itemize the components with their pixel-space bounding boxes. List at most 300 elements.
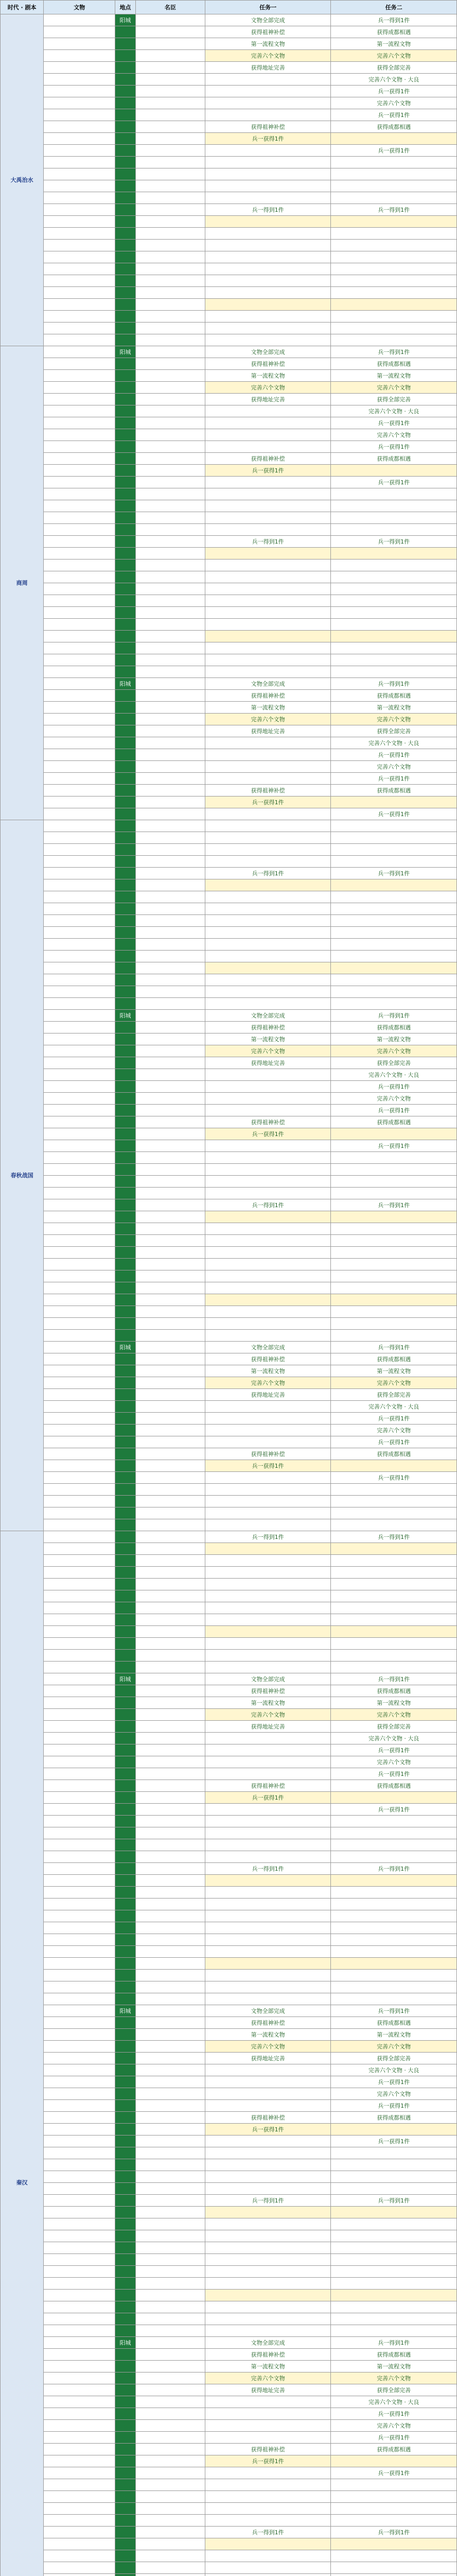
task2-cell xyxy=(331,1626,457,1638)
task2-cell xyxy=(331,1614,457,1626)
task2-cell: 获得成都相遇 xyxy=(331,1353,457,1365)
location-cell xyxy=(115,1863,136,1875)
location-cell xyxy=(115,1105,136,1116)
location-cell xyxy=(115,773,136,785)
item-cell xyxy=(44,1116,115,1128)
task1-cell xyxy=(205,1970,331,1981)
location-cell xyxy=(115,1899,136,1910)
item-cell xyxy=(44,2017,115,2029)
location-cell xyxy=(115,1401,136,1413)
table-row xyxy=(1,856,457,868)
location-cell xyxy=(115,1033,136,1045)
task2-cell xyxy=(331,2550,457,2562)
task1-cell xyxy=(205,1318,331,1330)
minister-cell xyxy=(135,773,205,785)
minister-cell xyxy=(135,275,205,287)
task2-cell: 获得全部完善 xyxy=(331,1721,457,1733)
location-cell xyxy=(115,334,136,346)
table-row xyxy=(1,1804,457,1816)
location-cell xyxy=(115,939,136,951)
task1-cell xyxy=(205,856,331,868)
location-cell xyxy=(115,121,136,133)
task2-cell xyxy=(331,2218,457,2230)
table-row xyxy=(1,2112,457,2124)
task2-cell: 获得成都相遇 xyxy=(331,26,457,38)
minister-cell xyxy=(135,619,205,631)
location-cell xyxy=(115,1496,136,1507)
location-cell xyxy=(115,642,136,654)
table-row xyxy=(1,868,457,879)
minister-cell xyxy=(135,2207,205,2218)
location-cell xyxy=(115,1768,136,1780)
task2-cell: 完善六个文物 xyxy=(331,2041,457,2053)
table-row xyxy=(1,1294,457,1306)
location-cell xyxy=(115,2408,136,2420)
location-cell xyxy=(115,2183,136,2195)
location-cell: 阳城 xyxy=(115,1342,136,1353)
table-row xyxy=(1,1460,457,1472)
table-row xyxy=(1,1484,457,1496)
table-row xyxy=(1,299,457,311)
task2-cell xyxy=(331,2313,457,2325)
table-row xyxy=(1,2444,457,2455)
item-cell xyxy=(44,939,115,951)
location-cell xyxy=(115,856,136,868)
location-cell xyxy=(115,690,136,702)
task2-cell: 兵一得到1件 xyxy=(331,1199,457,1211)
task2-cell: 兵一获得1件 xyxy=(331,808,457,820)
minister-cell xyxy=(135,417,205,429)
table-row xyxy=(1,2290,457,2301)
task1-cell xyxy=(205,1768,331,1780)
task1-cell xyxy=(205,1981,331,1993)
table-row xyxy=(1,2207,457,2218)
table-row xyxy=(1,1472,457,1484)
table-row xyxy=(1,560,457,571)
task1-cell xyxy=(205,2064,331,2076)
minister-cell xyxy=(135,1946,205,1958)
minister-cell xyxy=(135,939,205,951)
item-cell xyxy=(44,844,115,856)
item-cell xyxy=(44,1081,115,1093)
task2-cell: 兵一得到1件 xyxy=(331,14,457,26)
location-cell xyxy=(115,2349,136,2361)
task1-cell xyxy=(205,1413,331,1425)
task1-cell xyxy=(205,1756,331,1768)
table-row xyxy=(1,595,457,607)
task2-cell xyxy=(331,1934,457,1946)
minister-cell xyxy=(135,607,205,619)
minister-cell xyxy=(135,251,205,263)
location-cell xyxy=(115,1022,136,1033)
table-row xyxy=(1,761,457,773)
minister-cell xyxy=(135,1045,205,1057)
table-body xyxy=(1,14,457,2576)
era-cell: 秦汉 xyxy=(1,1531,44,2576)
minister-cell xyxy=(135,1567,205,1579)
item-cell xyxy=(44,97,115,109)
task1-cell xyxy=(205,1436,331,1448)
item-cell xyxy=(44,1531,115,1543)
location-cell xyxy=(115,192,136,204)
location-cell xyxy=(115,702,136,714)
item-cell xyxy=(44,1744,115,1756)
task1-cell xyxy=(205,2301,331,2313)
location-cell xyxy=(115,26,136,38)
table-row xyxy=(1,228,457,240)
minister-cell xyxy=(135,524,205,536)
task2-cell: 获得全部完善 xyxy=(331,1389,457,1401)
task2-cell: 获得成都相遇 xyxy=(331,121,457,133)
minister-cell xyxy=(135,121,205,133)
location-cell xyxy=(115,204,136,216)
minister-cell xyxy=(135,2432,205,2444)
task2-cell xyxy=(331,2538,457,2550)
location-cell xyxy=(115,311,136,323)
minister-cell xyxy=(135,1887,205,1899)
minister-cell xyxy=(135,1839,205,1851)
location-cell xyxy=(115,2515,136,2527)
item-cell xyxy=(44,180,115,192)
table-row xyxy=(1,1614,457,1626)
table-row xyxy=(1,1022,457,1033)
minister-cell xyxy=(135,2100,205,2112)
task2-cell xyxy=(331,2242,457,2254)
task1-cell xyxy=(205,2207,331,2218)
table-row xyxy=(1,97,457,109)
task1-cell xyxy=(205,2242,331,2254)
task2-cell xyxy=(331,1946,457,1958)
location-cell xyxy=(115,951,136,962)
task1-cell xyxy=(205,1496,331,1507)
table-row xyxy=(1,1721,457,1733)
location-cell xyxy=(115,2041,136,2053)
minister-cell xyxy=(135,1519,205,1531)
minister-cell xyxy=(135,1875,205,1887)
table-row xyxy=(1,2349,457,2361)
location-cell xyxy=(115,1958,136,1970)
minister-cell xyxy=(135,1365,205,1377)
location-cell xyxy=(115,441,136,453)
minister-cell xyxy=(135,808,205,820)
item-cell xyxy=(44,1010,115,1022)
location-cell xyxy=(115,323,136,334)
location-cell xyxy=(115,1199,136,1211)
minister-cell xyxy=(135,2349,205,2361)
location-cell xyxy=(115,737,136,749)
task2-cell: 兵一获得1件 xyxy=(331,2467,457,2479)
task1-cell: 获得祖神补偿 xyxy=(205,1685,331,1697)
item-cell xyxy=(44,2337,115,2349)
task2-cell xyxy=(331,939,457,951)
task2-cell xyxy=(331,287,457,299)
location-cell xyxy=(115,1780,136,1792)
table-row xyxy=(1,631,457,642)
location-cell xyxy=(115,915,136,927)
task1-cell: 文物全部完成 xyxy=(205,2005,331,2017)
task2-cell xyxy=(331,1235,457,1247)
location-cell xyxy=(115,1875,136,1887)
table-row xyxy=(1,1436,457,1448)
task1-cell xyxy=(205,2408,331,2420)
task2-cell: 完善六个文物 · 大良 xyxy=(331,405,457,417)
table-row xyxy=(1,311,457,323)
task2-cell: 第一流程文物 xyxy=(331,1365,457,1377)
task1-cell xyxy=(205,524,331,536)
task2-cell xyxy=(331,2207,457,2218)
task1-cell xyxy=(205,974,331,986)
task2-cell xyxy=(331,1993,457,2005)
minister-cell xyxy=(135,394,205,405)
item-cell xyxy=(44,2183,115,2195)
table-row xyxy=(1,2029,457,2041)
minister-cell xyxy=(135,512,205,524)
minister-cell xyxy=(135,488,205,500)
task2-cell xyxy=(331,1330,457,1342)
task1-cell: 完善六个文物 xyxy=(205,2372,331,2384)
table-row xyxy=(1,1081,457,1093)
minister-cell xyxy=(135,951,205,962)
task1-cell xyxy=(205,1282,331,1294)
item-cell xyxy=(44,1152,115,1164)
location-cell xyxy=(115,571,136,583)
table-row xyxy=(1,2218,457,2230)
task2-cell xyxy=(331,927,457,939)
task1-cell xyxy=(205,74,331,86)
item-cell xyxy=(44,1804,115,1816)
table-row xyxy=(1,737,457,749)
table-row xyxy=(1,536,457,548)
task1-cell: 获得地址完善 xyxy=(205,1721,331,1733)
task1-cell: 文物全部完成 xyxy=(205,1010,331,1022)
location-cell xyxy=(115,216,136,228)
item-cell xyxy=(44,583,115,595)
location-cell xyxy=(115,2290,136,2301)
minister-cell xyxy=(135,2420,205,2432)
task1-cell: 兵一得到1件 xyxy=(205,2195,331,2207)
table-row xyxy=(1,974,457,986)
minister-cell xyxy=(135,974,205,986)
task2-cell xyxy=(331,796,457,808)
table-row xyxy=(1,204,457,216)
task1-cell: 获得祖神补偿 xyxy=(205,453,331,465)
location-cell xyxy=(115,524,136,536)
item-cell xyxy=(44,382,115,394)
item-cell xyxy=(44,334,115,346)
task2-cell: 完善六个文物 · 大良 xyxy=(331,1069,457,1081)
location-cell xyxy=(115,1579,136,1590)
task1-cell xyxy=(205,1401,331,1413)
item-cell xyxy=(44,1721,115,1733)
location-cell xyxy=(115,2527,136,2538)
table-row xyxy=(1,820,457,832)
item-cell xyxy=(44,251,115,263)
location-cell xyxy=(115,1318,136,1330)
minister-cell xyxy=(135,986,205,998)
table-row xyxy=(1,240,457,251)
task2-cell xyxy=(331,2290,457,2301)
item-cell xyxy=(44,1934,115,1946)
item-cell xyxy=(44,2503,115,2515)
task1-cell xyxy=(205,405,331,417)
task2-cell: 完善六个文物 xyxy=(331,429,457,441)
location-cell: 阳城 xyxy=(115,2337,136,2349)
location-cell xyxy=(115,2017,136,2029)
task1-cell: 获得祖神补偿 xyxy=(205,690,331,702)
minister-cell xyxy=(135,1259,205,1270)
task2-cell xyxy=(331,275,457,287)
minister-cell xyxy=(135,2325,205,2337)
location-cell xyxy=(115,2313,136,2325)
location-cell xyxy=(115,761,136,773)
item-cell xyxy=(44,441,115,453)
task1-cell: 获得祖神补偿 xyxy=(205,1353,331,1365)
minister-cell xyxy=(135,168,205,180)
task2-cell: 兵一获得1件 xyxy=(331,145,457,157)
table-row xyxy=(1,2195,457,2207)
minister-cell xyxy=(135,1756,205,1768)
item-cell xyxy=(44,216,115,228)
task1-cell xyxy=(205,2290,331,2301)
minister-cell xyxy=(135,2290,205,2301)
location-cell xyxy=(115,1507,136,1519)
item-cell xyxy=(44,785,115,796)
task1-cell: 完善六个文物 xyxy=(205,2041,331,2053)
task1-cell xyxy=(205,1958,331,1970)
minister-cell xyxy=(135,323,205,334)
table-row xyxy=(1,1744,457,1756)
task2-cell: 兵一得到1件 xyxy=(331,1863,457,1875)
task2-cell xyxy=(331,1922,457,1934)
task1-cell xyxy=(205,2147,331,2159)
item-cell xyxy=(44,927,115,939)
location-cell xyxy=(115,2242,136,2254)
minister-cell xyxy=(135,2538,205,2550)
table-row xyxy=(1,216,457,228)
task1-cell: 获得地址完善 xyxy=(205,725,331,737)
item-cell xyxy=(44,2266,115,2278)
table-row xyxy=(1,488,457,500)
item-cell xyxy=(44,1709,115,1721)
location-cell xyxy=(115,1887,136,1899)
table-row xyxy=(1,903,457,915)
location-cell xyxy=(115,2491,136,2503)
item-cell xyxy=(44,856,115,868)
task1-cell xyxy=(205,216,331,228)
minister-cell xyxy=(135,2562,205,2574)
location-cell xyxy=(115,1413,136,1425)
location-cell xyxy=(115,1970,136,1981)
task1-cell: 获得祖神补偿 xyxy=(205,1022,331,1033)
task1-cell: 获得祖神补偿 xyxy=(205,2444,331,2455)
task1-cell xyxy=(205,773,331,785)
minister-cell xyxy=(135,1353,205,1365)
task2-cell xyxy=(331,465,457,477)
task1-cell: 文物全部完成 xyxy=(205,1673,331,1685)
location-cell xyxy=(115,2325,136,2337)
table-row xyxy=(1,1827,457,1839)
item-cell xyxy=(44,1981,115,1993)
table-row xyxy=(1,50,457,62)
table-row xyxy=(1,2337,457,2349)
task2-cell xyxy=(331,228,457,240)
item-cell xyxy=(44,1342,115,1353)
table-row xyxy=(1,891,457,903)
location-cell xyxy=(115,1531,136,1543)
location-cell xyxy=(115,2503,136,2515)
item-cell xyxy=(44,714,115,725)
table-row xyxy=(1,832,457,844)
table-row xyxy=(1,1887,457,1899)
task1-cell: 获得祖神补偿 xyxy=(205,26,331,38)
minister-cell xyxy=(135,1069,205,1081)
task2-cell xyxy=(331,323,457,334)
task2-cell xyxy=(331,1270,457,1282)
minister-cell xyxy=(135,62,205,74)
table-row xyxy=(1,1425,457,1436)
table-row xyxy=(1,1768,457,1780)
task1-cell xyxy=(205,1804,331,1816)
task2-cell: 兵一获得1件 xyxy=(331,1472,457,1484)
table-row xyxy=(1,2278,457,2290)
table-row xyxy=(1,1519,457,1531)
table-row xyxy=(1,1851,457,1863)
minister-cell xyxy=(135,1780,205,1792)
item-cell xyxy=(44,62,115,74)
minister-cell xyxy=(135,2112,205,2124)
location-cell xyxy=(115,1638,136,1650)
table-row xyxy=(1,26,457,38)
minister-cell xyxy=(135,2159,205,2171)
table-row xyxy=(1,168,457,180)
task2-cell xyxy=(331,571,457,583)
minister-cell xyxy=(135,2147,205,2159)
task2-cell xyxy=(331,216,457,228)
location-cell xyxy=(115,2088,136,2100)
item-cell xyxy=(44,1223,115,1235)
task2-cell xyxy=(331,334,457,346)
item-cell xyxy=(44,453,115,465)
item-cell xyxy=(44,394,115,405)
location-cell xyxy=(115,500,136,512)
minister-cell xyxy=(135,725,205,737)
table-row xyxy=(1,986,457,998)
table-row xyxy=(1,1946,457,1958)
task1-cell xyxy=(205,477,331,488)
item-cell xyxy=(44,951,115,962)
table-row xyxy=(1,2538,457,2550)
item-cell xyxy=(44,1247,115,1259)
table-row xyxy=(1,1602,457,1614)
location-cell xyxy=(115,1235,136,1247)
minister-cell xyxy=(135,465,205,477)
task1-cell xyxy=(205,654,331,666)
minister-cell xyxy=(135,714,205,725)
item-cell xyxy=(44,2076,115,2088)
minister-cell xyxy=(135,2124,205,2136)
task2-cell: 第一流程文物 xyxy=(331,370,457,382)
minister-cell xyxy=(135,1709,205,1721)
minister-cell xyxy=(135,1507,205,1519)
item-cell xyxy=(44,1140,115,1152)
task1-cell xyxy=(205,2183,331,2195)
location-cell xyxy=(115,1626,136,1638)
task1-cell xyxy=(205,2479,331,2491)
task1-cell xyxy=(205,1164,331,1176)
location-cell xyxy=(115,1543,136,1555)
minister-cell xyxy=(135,1093,205,1105)
task2-cell: 兵一得到1件 xyxy=(331,678,457,690)
